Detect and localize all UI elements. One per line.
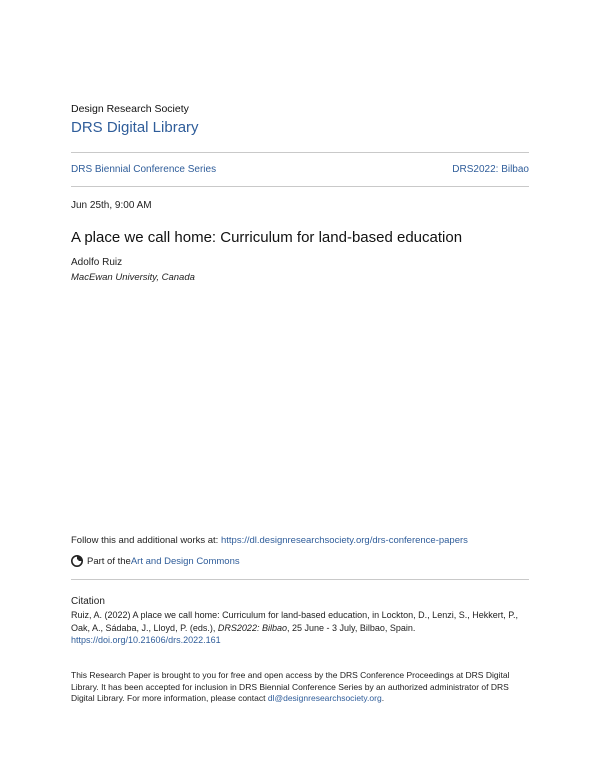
citation-heading: Citation — [71, 596, 105, 607]
paper-title: A place we call home: Curriculum for land-based education — [71, 229, 463, 246]
cover-page — [71, 0, 529, 776]
citation-proceedings: DRS2022: Bilbao — [217, 622, 287, 633]
citation-part-1: Ruiz, A. (2022) A place we call home: Curriculum for land-based education, in Lockton, D., Lenzi, S., Hekkert, P., Oak, A., Sádaba, J., Lloyd, P. (eds.), — [71, 610, 519, 633]
part-of-prefix: Part of the — [87, 555, 131, 567]
follow-line — [71, 535, 468, 546]
divider-citation — [71, 579, 529, 580]
citation-part-2: , 25 June - 3 July, Bilbao, Spain. — [286, 622, 416, 633]
author-name: Adolfo Ruiz — [71, 257, 123, 268]
citation-text — [71, 609, 529, 647]
notice-text: This Research Paper is brought to you for free and open access by the DRS Conference Proceedings at DRS Digital Library. It has been accepted for inclusion in DRS Biennial Conference Series by an authorized administrator of DRS Digital Library. For more information, please contact — [71, 670, 510, 703]
event-link[interactable]: DRS2022: Bilbao — [452, 164, 529, 175]
society-name: Design Research Society — [71, 103, 189, 115]
divider-header — [71, 186, 529, 187]
session-date: Jun 25th, 9:00 AM — [71, 200, 152, 211]
follow-prefix: Follow this and additional works at: — [71, 535, 221, 546]
creative-commons-icon — [71, 555, 83, 567]
follow-url-link[interactable]: https://dl.designresearchsociety.org/drs-conference-papers — [220, 535, 468, 546]
notice-end: . — [381, 693, 385, 703]
contact-email-link[interactable]: dl@designresearchsociety.org — [267, 693, 382, 703]
doi-link[interactable]: https://doi.org/10.21606/drs.2022.161 — [71, 635, 221, 645]
author-affiliation: MacEwan University, Canada — [71, 272, 195, 283]
access-notice — [71, 670, 529, 705]
part-of-line — [71, 555, 240, 567]
art-design-commons-link[interactable]: Art and Design Commons — [130, 555, 240, 567]
series-link[interactable]: DRS Biennial Conference Series — [71, 164, 217, 175]
library-link[interactable]: DRS Digital Library — [71, 119, 199, 136]
divider-top — [71, 152, 529, 153]
